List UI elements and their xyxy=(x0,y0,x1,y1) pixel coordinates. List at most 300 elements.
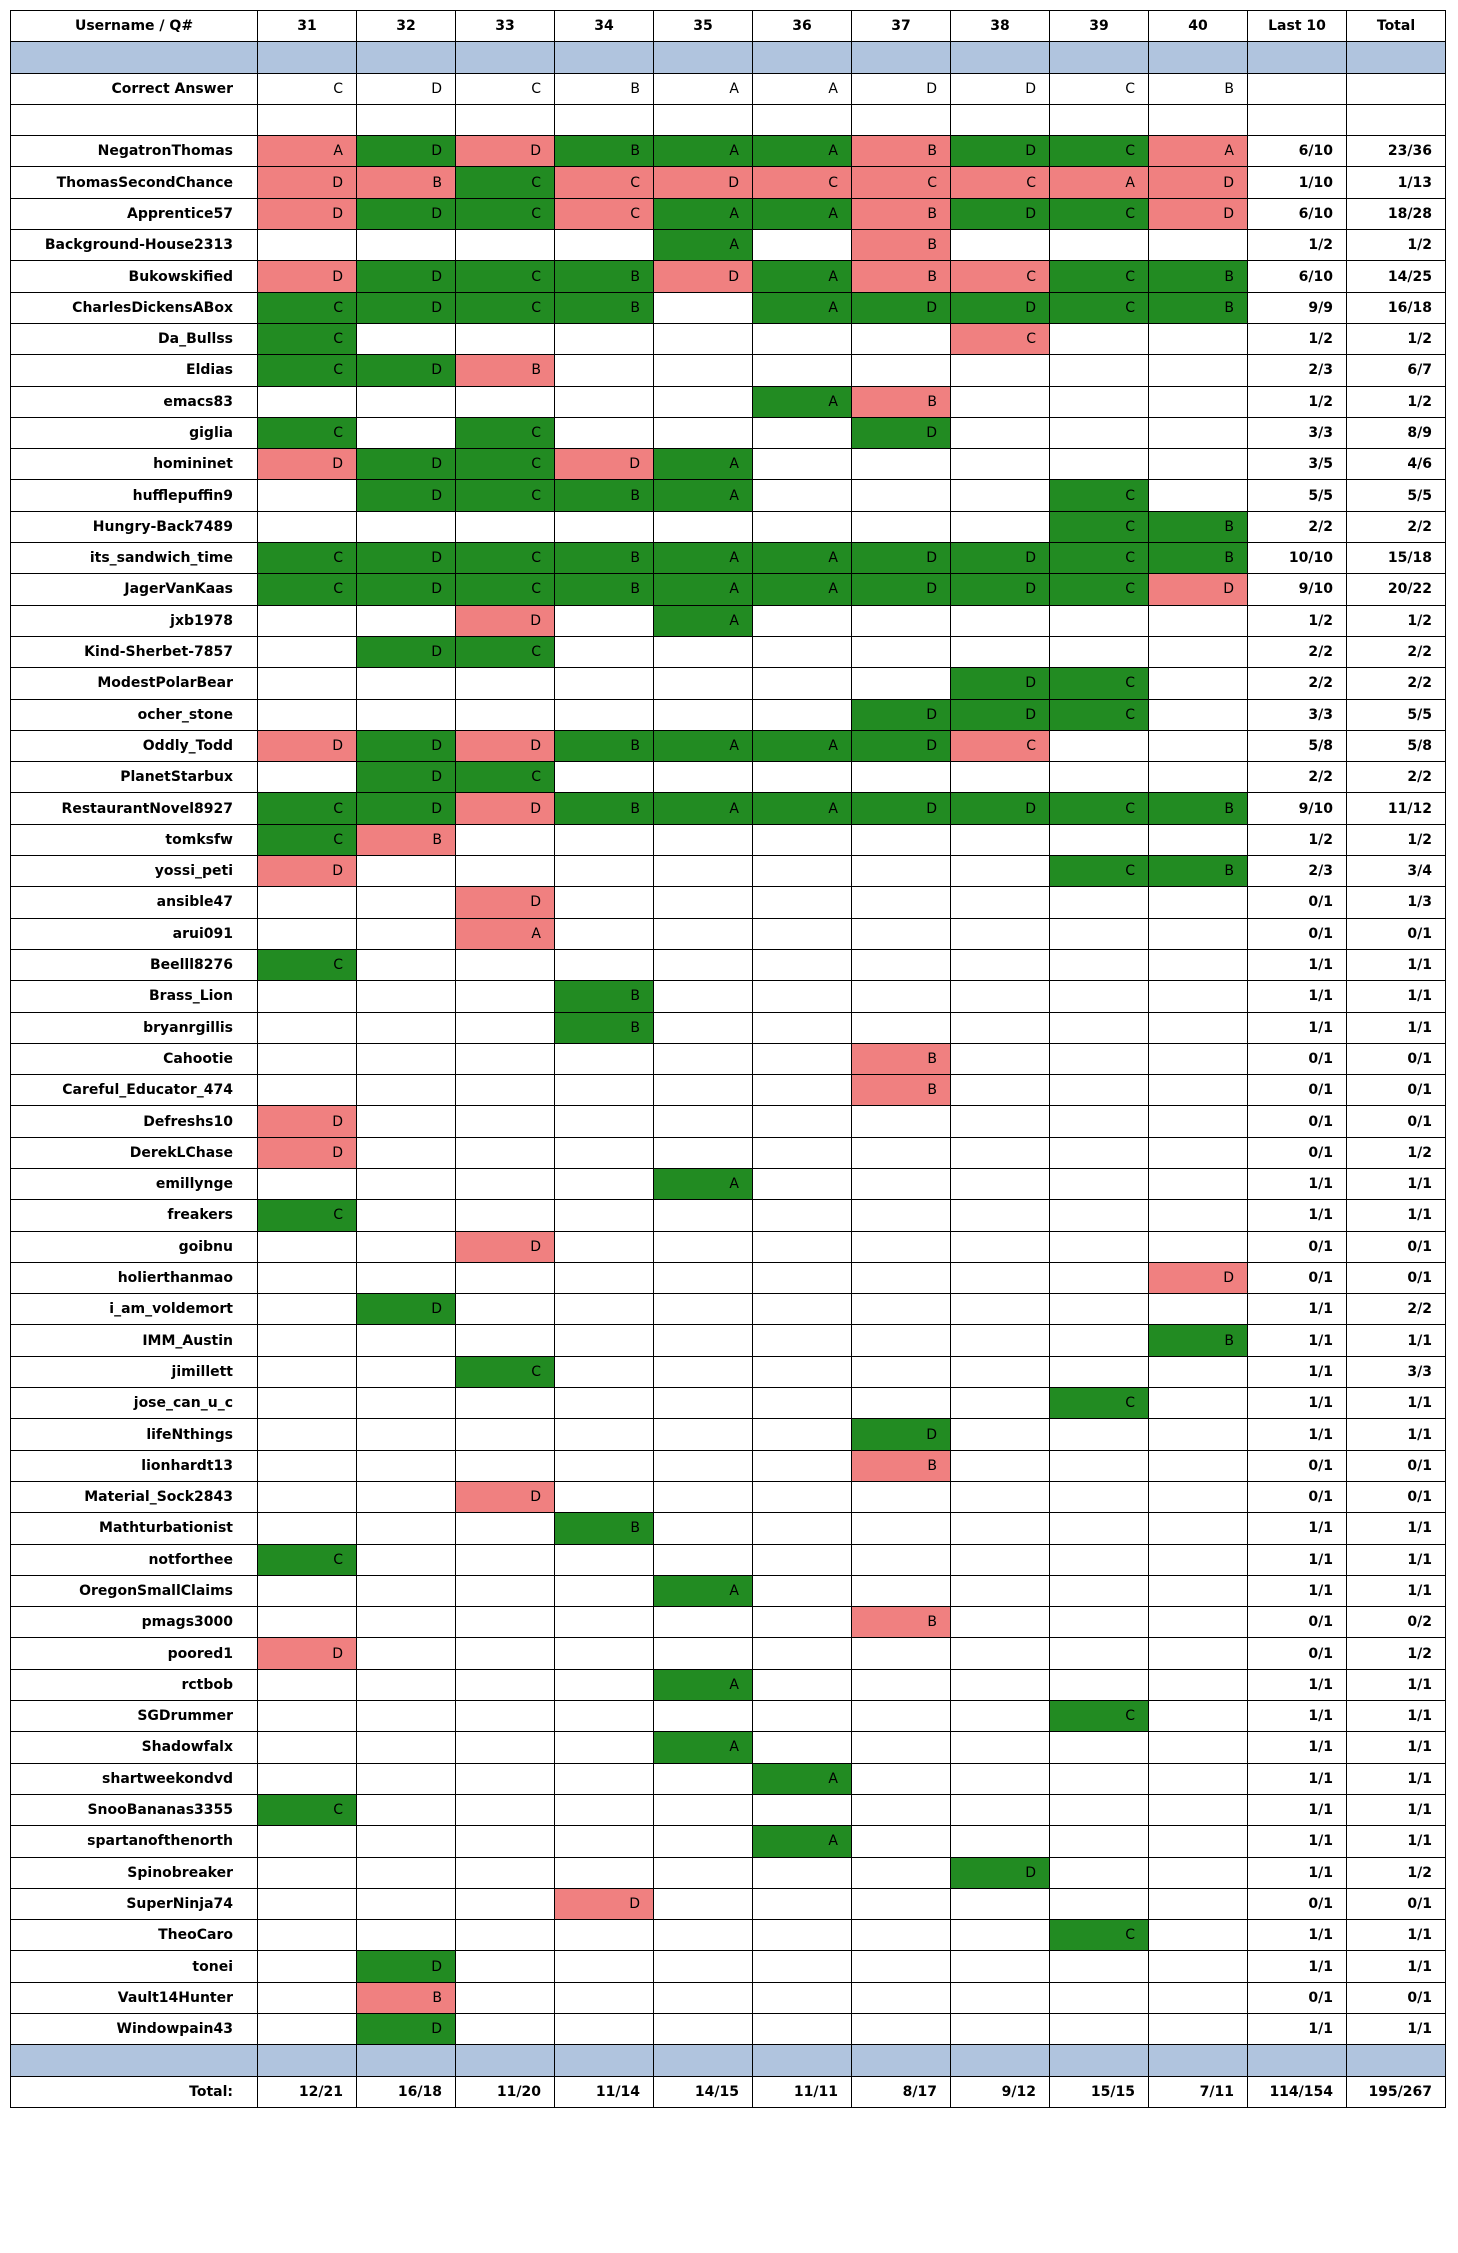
correct-answer-mark: A xyxy=(654,449,753,480)
username: emillynge xyxy=(11,1168,258,1199)
header-question-33: 33 xyxy=(456,11,555,42)
empty-cell xyxy=(357,323,456,354)
empty-cell xyxy=(555,699,654,730)
empty-cell xyxy=(951,1732,1050,1763)
user-row xyxy=(11,1075,1446,1106)
empty-cell xyxy=(654,386,753,417)
empty-cell xyxy=(852,1951,951,1982)
empty-cell xyxy=(357,668,456,699)
correct-answer-mark: A xyxy=(654,543,753,574)
empty-cell xyxy=(258,1513,357,1544)
empty-cell xyxy=(753,355,852,386)
empty-cell xyxy=(852,981,951,1012)
total-score: 4/6 xyxy=(1347,449,1446,480)
user-row xyxy=(11,1325,1446,1356)
empty-cell xyxy=(258,636,357,667)
empty-cell xyxy=(555,386,654,417)
user-row xyxy=(11,699,1446,730)
empty-cell xyxy=(1149,2045,1248,2076)
correct-answer-mark: D xyxy=(852,793,951,824)
total-score: 16/18 xyxy=(1347,292,1446,323)
empty-cell xyxy=(555,511,654,542)
last10-score: 5/8 xyxy=(1248,730,1347,761)
empty-cell xyxy=(357,1419,456,1450)
empty-cell xyxy=(951,918,1050,949)
correct-answer-mark: D xyxy=(357,636,456,667)
correct-answer-mark: C xyxy=(1050,574,1149,605)
empty-cell xyxy=(357,699,456,730)
empty-cell xyxy=(654,1794,753,1825)
user-row xyxy=(11,1669,1446,1700)
empty-cell xyxy=(951,1607,1050,1638)
user-row xyxy=(11,1481,1446,1512)
empty-cell xyxy=(753,511,852,542)
empty-cell xyxy=(753,1607,852,1638)
empty-cell xyxy=(258,1607,357,1638)
empty-cell xyxy=(1149,1951,1248,1982)
empty-cell xyxy=(951,1075,1050,1106)
empty-cell xyxy=(555,1669,654,1700)
username: Mathturbationist xyxy=(11,1513,258,1544)
correct-answer-mark: D xyxy=(357,1951,456,1982)
empty-cell xyxy=(555,824,654,855)
empty-cell xyxy=(654,1356,753,1387)
total-score: 5/5 xyxy=(1347,699,1446,730)
empty-cell xyxy=(753,1732,852,1763)
header-question-31: 31 xyxy=(258,11,357,42)
correct-answer-mark: C xyxy=(258,543,357,574)
incorrect-answer-mark: D xyxy=(258,261,357,292)
last10-score: 3/5 xyxy=(1248,449,1347,480)
correct-answer-mark: C xyxy=(1050,543,1149,574)
empty-cell xyxy=(357,981,456,1012)
last10-score: 0/1 xyxy=(1248,918,1347,949)
incorrect-answer-mark: D xyxy=(456,730,555,761)
user-row xyxy=(11,730,1446,761)
incorrect-answer-mark: B xyxy=(357,824,456,855)
user-row xyxy=(11,136,1446,167)
empty-cell xyxy=(555,1106,654,1137)
empty-cell xyxy=(951,230,1050,261)
empty-cell xyxy=(951,104,1050,135)
correct-answer-mark: B xyxy=(555,793,654,824)
last10-score: 1/1 xyxy=(1248,1356,1347,1387)
total-score: 1/2 xyxy=(1347,1638,1446,1669)
empty-cell xyxy=(357,1763,456,1794)
total-score: 1/2 xyxy=(1347,230,1446,261)
empty-cell xyxy=(258,668,357,699)
empty-cell xyxy=(456,1951,555,1982)
correct-answer-mark: D xyxy=(951,668,1050,699)
username: Vault14Hunter xyxy=(11,1982,258,2013)
empty-cell xyxy=(1050,762,1149,793)
question-total: 12/21 xyxy=(258,2076,357,2107)
empty-cell xyxy=(753,104,852,135)
correct-answer-mark: C xyxy=(1050,668,1149,699)
incorrect-answer-mark: B xyxy=(852,230,951,261)
empty-cell xyxy=(258,1951,357,1982)
empty-cell xyxy=(654,1826,753,1857)
user-row xyxy=(11,1200,1446,1231)
empty-cell xyxy=(555,1857,654,1888)
empty-cell xyxy=(1149,1388,1248,1419)
empty-cell xyxy=(555,1200,654,1231)
incorrect-answer-mark: B xyxy=(852,198,951,229)
user-row xyxy=(11,887,1446,918)
empty-cell xyxy=(456,824,555,855)
correct-answer-mark: D xyxy=(951,136,1050,167)
question-total: 11/11 xyxy=(753,2076,852,2107)
user-row xyxy=(11,292,1446,323)
empty-cell xyxy=(11,2045,258,2076)
username: Background-House2313 xyxy=(11,230,258,261)
empty-cell xyxy=(1347,104,1446,135)
empty-cell xyxy=(753,1137,852,1168)
empty-cell xyxy=(753,449,852,480)
total-score: 0/2 xyxy=(1347,1607,1446,1638)
correct-answer-mark: A xyxy=(753,386,852,417)
last10-score: 0/1 xyxy=(1248,1075,1347,1106)
empty-cell xyxy=(1149,1356,1248,1387)
empty-cell xyxy=(357,1450,456,1481)
empty-cell xyxy=(951,511,1050,542)
grand-total: 195/267 xyxy=(1347,2076,1446,2107)
spacer-row xyxy=(11,104,1446,135)
total-score: 1/1 xyxy=(1347,1168,1446,1199)
header-username-label: Username / Q# xyxy=(11,11,258,42)
empty-cell xyxy=(555,2014,654,2045)
correct-answer-cell: A xyxy=(654,73,753,104)
last10-score: 1/1 xyxy=(1248,1701,1347,1732)
incorrect-answer-mark: D xyxy=(258,730,357,761)
empty-cell xyxy=(654,1200,753,1231)
empty-cell xyxy=(753,1106,852,1137)
correct-answer-mark: C xyxy=(456,480,555,511)
username: Bukowskified xyxy=(11,261,258,292)
empty-cell xyxy=(456,1137,555,1168)
empty-cell xyxy=(753,949,852,980)
correct-answer-mark: B xyxy=(555,574,654,605)
correct-answer-mark: C xyxy=(1050,793,1149,824)
empty-cell xyxy=(555,918,654,949)
header-band-row xyxy=(11,42,1446,73)
empty-cell xyxy=(654,1231,753,1262)
empty-cell xyxy=(852,1888,951,1919)
empty-cell xyxy=(1149,1168,1248,1199)
empty-cell xyxy=(654,42,753,73)
empty-cell xyxy=(1149,1075,1248,1106)
empty-cell xyxy=(1050,1763,1149,1794)
empty-cell xyxy=(654,355,753,386)
empty-cell xyxy=(951,1763,1050,1794)
correct-answer-mark: D xyxy=(951,292,1050,323)
correct-answer-mark: D xyxy=(951,543,1050,574)
empty-cell xyxy=(753,605,852,636)
username: holierthanmao xyxy=(11,1262,258,1293)
username: Kind-Sherbet-7857 xyxy=(11,636,258,667)
empty-cell xyxy=(258,1325,357,1356)
empty-cell xyxy=(456,1419,555,1450)
total-score: 1/1 xyxy=(1347,1513,1446,1544)
empty-cell xyxy=(654,699,753,730)
correct-answer-mark: D xyxy=(852,574,951,605)
username: JagerVanKaas xyxy=(11,574,258,605)
correct-answer-mark: B xyxy=(555,292,654,323)
correct-answer-mark: B xyxy=(1149,793,1248,824)
empty-cell xyxy=(1149,1200,1248,1231)
correct-answer-mark: D xyxy=(357,292,456,323)
last10-score: 0/1 xyxy=(1248,887,1347,918)
empty-cell xyxy=(753,1419,852,1450)
incorrect-answer-mark: D xyxy=(654,261,753,292)
correct-answer-mark: B xyxy=(555,1012,654,1043)
last10-score: 0/1 xyxy=(1248,1106,1347,1137)
total-score: 0/1 xyxy=(1347,918,1446,949)
empty-cell xyxy=(456,981,555,1012)
empty-cell xyxy=(258,918,357,949)
empty-cell xyxy=(1050,449,1149,480)
last10-score: 1/1 xyxy=(1248,1857,1347,1888)
incorrect-answer-mark: B xyxy=(852,136,951,167)
empty-cell xyxy=(1050,887,1149,918)
correct-answer-mark: D xyxy=(357,793,456,824)
correct-answer-mark: A xyxy=(654,730,753,761)
empty-cell xyxy=(951,1920,1050,1951)
empty-cell xyxy=(456,1826,555,1857)
correct-answer-mark: A xyxy=(654,198,753,229)
empty-cell xyxy=(852,1669,951,1700)
empty-cell xyxy=(456,1325,555,1356)
empty-cell xyxy=(753,2014,852,2045)
empty-cell xyxy=(852,824,951,855)
correct-answer-mark: C xyxy=(1050,198,1149,229)
username: Apprentice57 xyxy=(11,198,258,229)
incorrect-answer-mark: C xyxy=(951,323,1050,354)
correct-answer-mark: B xyxy=(1149,511,1248,542)
empty-cell xyxy=(1050,42,1149,73)
empty-cell xyxy=(555,1575,654,1606)
empty-cell xyxy=(1149,1043,1248,1074)
correct-answer-mark: C xyxy=(456,449,555,480)
header-question-36: 36 xyxy=(753,11,852,42)
empty-cell xyxy=(1149,1888,1248,1919)
total-score: 1/2 xyxy=(1347,1137,1446,1168)
empty-cell xyxy=(258,2045,357,2076)
empty-cell xyxy=(654,1294,753,1325)
username: pmags3000 xyxy=(11,1607,258,1638)
correct-answer-mark: C xyxy=(258,1200,357,1231)
correct-answer-mark: C xyxy=(456,543,555,574)
empty-cell xyxy=(1050,730,1149,761)
empty-cell xyxy=(258,511,357,542)
empty-cell xyxy=(852,1325,951,1356)
empty-cell xyxy=(753,1544,852,1575)
empty-cell xyxy=(753,918,852,949)
incorrect-answer-mark: D xyxy=(456,887,555,918)
user-row xyxy=(11,1294,1446,1325)
username: lionhardt13 xyxy=(11,1450,258,1481)
empty-cell xyxy=(1050,1575,1149,1606)
incorrect-answer-mark: D xyxy=(456,136,555,167)
empty-cell xyxy=(1050,981,1149,1012)
empty-cell xyxy=(852,1262,951,1293)
correct-answer-mark: B xyxy=(555,136,654,167)
empty-cell xyxy=(357,1388,456,1419)
empty-cell xyxy=(951,1168,1050,1199)
total-score: 0/1 xyxy=(1347,1481,1446,1512)
correct-answer-mark: A xyxy=(753,292,852,323)
incorrect-answer-mark: A xyxy=(258,136,357,167)
last10-grand-total: 114/154 xyxy=(1248,2076,1347,2107)
total-score: 15/18 xyxy=(1347,543,1446,574)
empty-cell xyxy=(555,230,654,261)
last10-score: 9/10 xyxy=(1248,574,1347,605)
last10-score: 1/1 xyxy=(1248,1575,1347,1606)
empty-cell xyxy=(1149,1701,1248,1732)
empty-cell xyxy=(753,668,852,699)
empty-cell xyxy=(1149,1794,1248,1825)
empty-cell xyxy=(1050,1638,1149,1669)
empty-cell xyxy=(456,104,555,135)
empty-cell xyxy=(852,2045,951,2076)
user-row xyxy=(11,824,1446,855)
empty-cell xyxy=(1149,1513,1248,1544)
user-row xyxy=(11,1920,1446,1951)
empty-cell xyxy=(951,386,1050,417)
empty-cell xyxy=(258,1450,357,1481)
empty-cell xyxy=(654,1763,753,1794)
empty-cell xyxy=(555,1982,654,2013)
total-score: 1/2 xyxy=(1347,824,1446,855)
username: rctbob xyxy=(11,1669,258,1700)
last10-score: 0/1 xyxy=(1248,1137,1347,1168)
empty-cell xyxy=(753,323,852,354)
empty-cell xyxy=(357,949,456,980)
empty-cell xyxy=(456,511,555,542)
correct-answer-mark: B xyxy=(555,730,654,761)
user-row xyxy=(11,1419,1446,1450)
total-score: 1/1 xyxy=(1347,949,1446,980)
empty-cell xyxy=(357,1857,456,1888)
incorrect-answer-mark: B xyxy=(852,386,951,417)
incorrect-answer-mark: D xyxy=(555,449,654,480)
empty-cell xyxy=(654,1513,753,1544)
empty-cell xyxy=(456,2014,555,2045)
last10-score: 2/2 xyxy=(1248,762,1347,793)
user-row xyxy=(11,261,1446,292)
empty-cell xyxy=(654,824,753,855)
empty-cell xyxy=(357,1356,456,1387)
empty-cell xyxy=(258,1388,357,1419)
correct-answer-mark: A xyxy=(654,480,753,511)
empty-cell xyxy=(654,1888,753,1919)
incorrect-answer-mark: B xyxy=(852,1043,951,1074)
total-score: 1/13 xyxy=(1347,167,1446,198)
last10-score: 1/2 xyxy=(1248,605,1347,636)
last10-score: 6/10 xyxy=(1248,261,1347,292)
empty-cell xyxy=(654,1544,753,1575)
user-row xyxy=(11,1888,1446,1919)
empty-cell xyxy=(753,1012,852,1043)
empty-cell xyxy=(654,1607,753,1638)
empty-cell xyxy=(654,1106,753,1137)
incorrect-answer-mark: D xyxy=(456,605,555,636)
username: ModestPolarBear xyxy=(11,668,258,699)
user-row xyxy=(11,949,1446,980)
empty-cell xyxy=(555,1388,654,1419)
empty-cell xyxy=(555,104,654,135)
empty-cell xyxy=(951,1231,1050,1262)
empty-cell xyxy=(852,1106,951,1137)
correct-answer-mark: D xyxy=(357,480,456,511)
username: Hungry-Back7489 xyxy=(11,511,258,542)
correct-answer-mark: A xyxy=(654,1669,753,1700)
username: Da_Bullss xyxy=(11,323,258,354)
empty-cell xyxy=(753,887,852,918)
user-row xyxy=(11,1262,1446,1293)
correct-answer-mark: C xyxy=(456,574,555,605)
user-row xyxy=(11,449,1446,480)
empty-cell xyxy=(357,1168,456,1199)
correct-answer-mark: D xyxy=(357,261,456,292)
correct-answer-mark: C xyxy=(1050,699,1149,730)
incorrect-answer-mark: B xyxy=(456,355,555,386)
correct-answer-mark: B xyxy=(1149,292,1248,323)
total-score: 1/1 xyxy=(1347,1575,1446,1606)
empty-cell xyxy=(1050,1544,1149,1575)
empty-cell xyxy=(555,1137,654,1168)
empty-cell xyxy=(852,1544,951,1575)
incorrect-answer-mark: C xyxy=(951,261,1050,292)
empty-cell xyxy=(357,1325,456,1356)
empty-cell xyxy=(654,1481,753,1512)
header-row xyxy=(11,11,1446,42)
empty-cell xyxy=(1248,104,1347,135)
total-score: 1/2 xyxy=(1347,323,1446,354)
username: bryanrgillis xyxy=(11,1012,258,1043)
empty-cell xyxy=(1050,1732,1149,1763)
user-row xyxy=(11,793,1446,824)
question-total: 14/15 xyxy=(654,2076,753,2107)
empty-cell xyxy=(654,1450,753,1481)
scoreboard-body xyxy=(11,11,1446,2108)
username: Cahootie xyxy=(11,1043,258,1074)
total-score: 1/2 xyxy=(1347,1857,1446,1888)
total-score: 6/7 xyxy=(1347,355,1446,386)
footer-band-row xyxy=(11,2045,1446,2076)
total-score: 0/1 xyxy=(1347,1231,1446,1262)
empty-cell xyxy=(852,887,951,918)
empty-cell xyxy=(1050,949,1149,980)
correct-answer-cell: A xyxy=(753,73,852,104)
empty-cell xyxy=(1050,1826,1149,1857)
empty-cell xyxy=(852,1294,951,1325)
empty-cell xyxy=(951,417,1050,448)
correct-answer-mark: D xyxy=(357,2014,456,2045)
user-row xyxy=(11,1701,1446,1732)
username: lifeNthings xyxy=(11,1419,258,1450)
empty-cell xyxy=(258,605,357,636)
total-score: 1/1 xyxy=(1347,1763,1446,1794)
empty-cell xyxy=(1050,323,1149,354)
empty-cell xyxy=(852,1481,951,1512)
empty-cell xyxy=(555,1481,654,1512)
correct-answer-cell: C xyxy=(1050,73,1149,104)
correct-answer-mark: A xyxy=(753,730,852,761)
empty-cell xyxy=(1149,1826,1248,1857)
empty-cell xyxy=(357,1262,456,1293)
empty-cell xyxy=(555,355,654,386)
